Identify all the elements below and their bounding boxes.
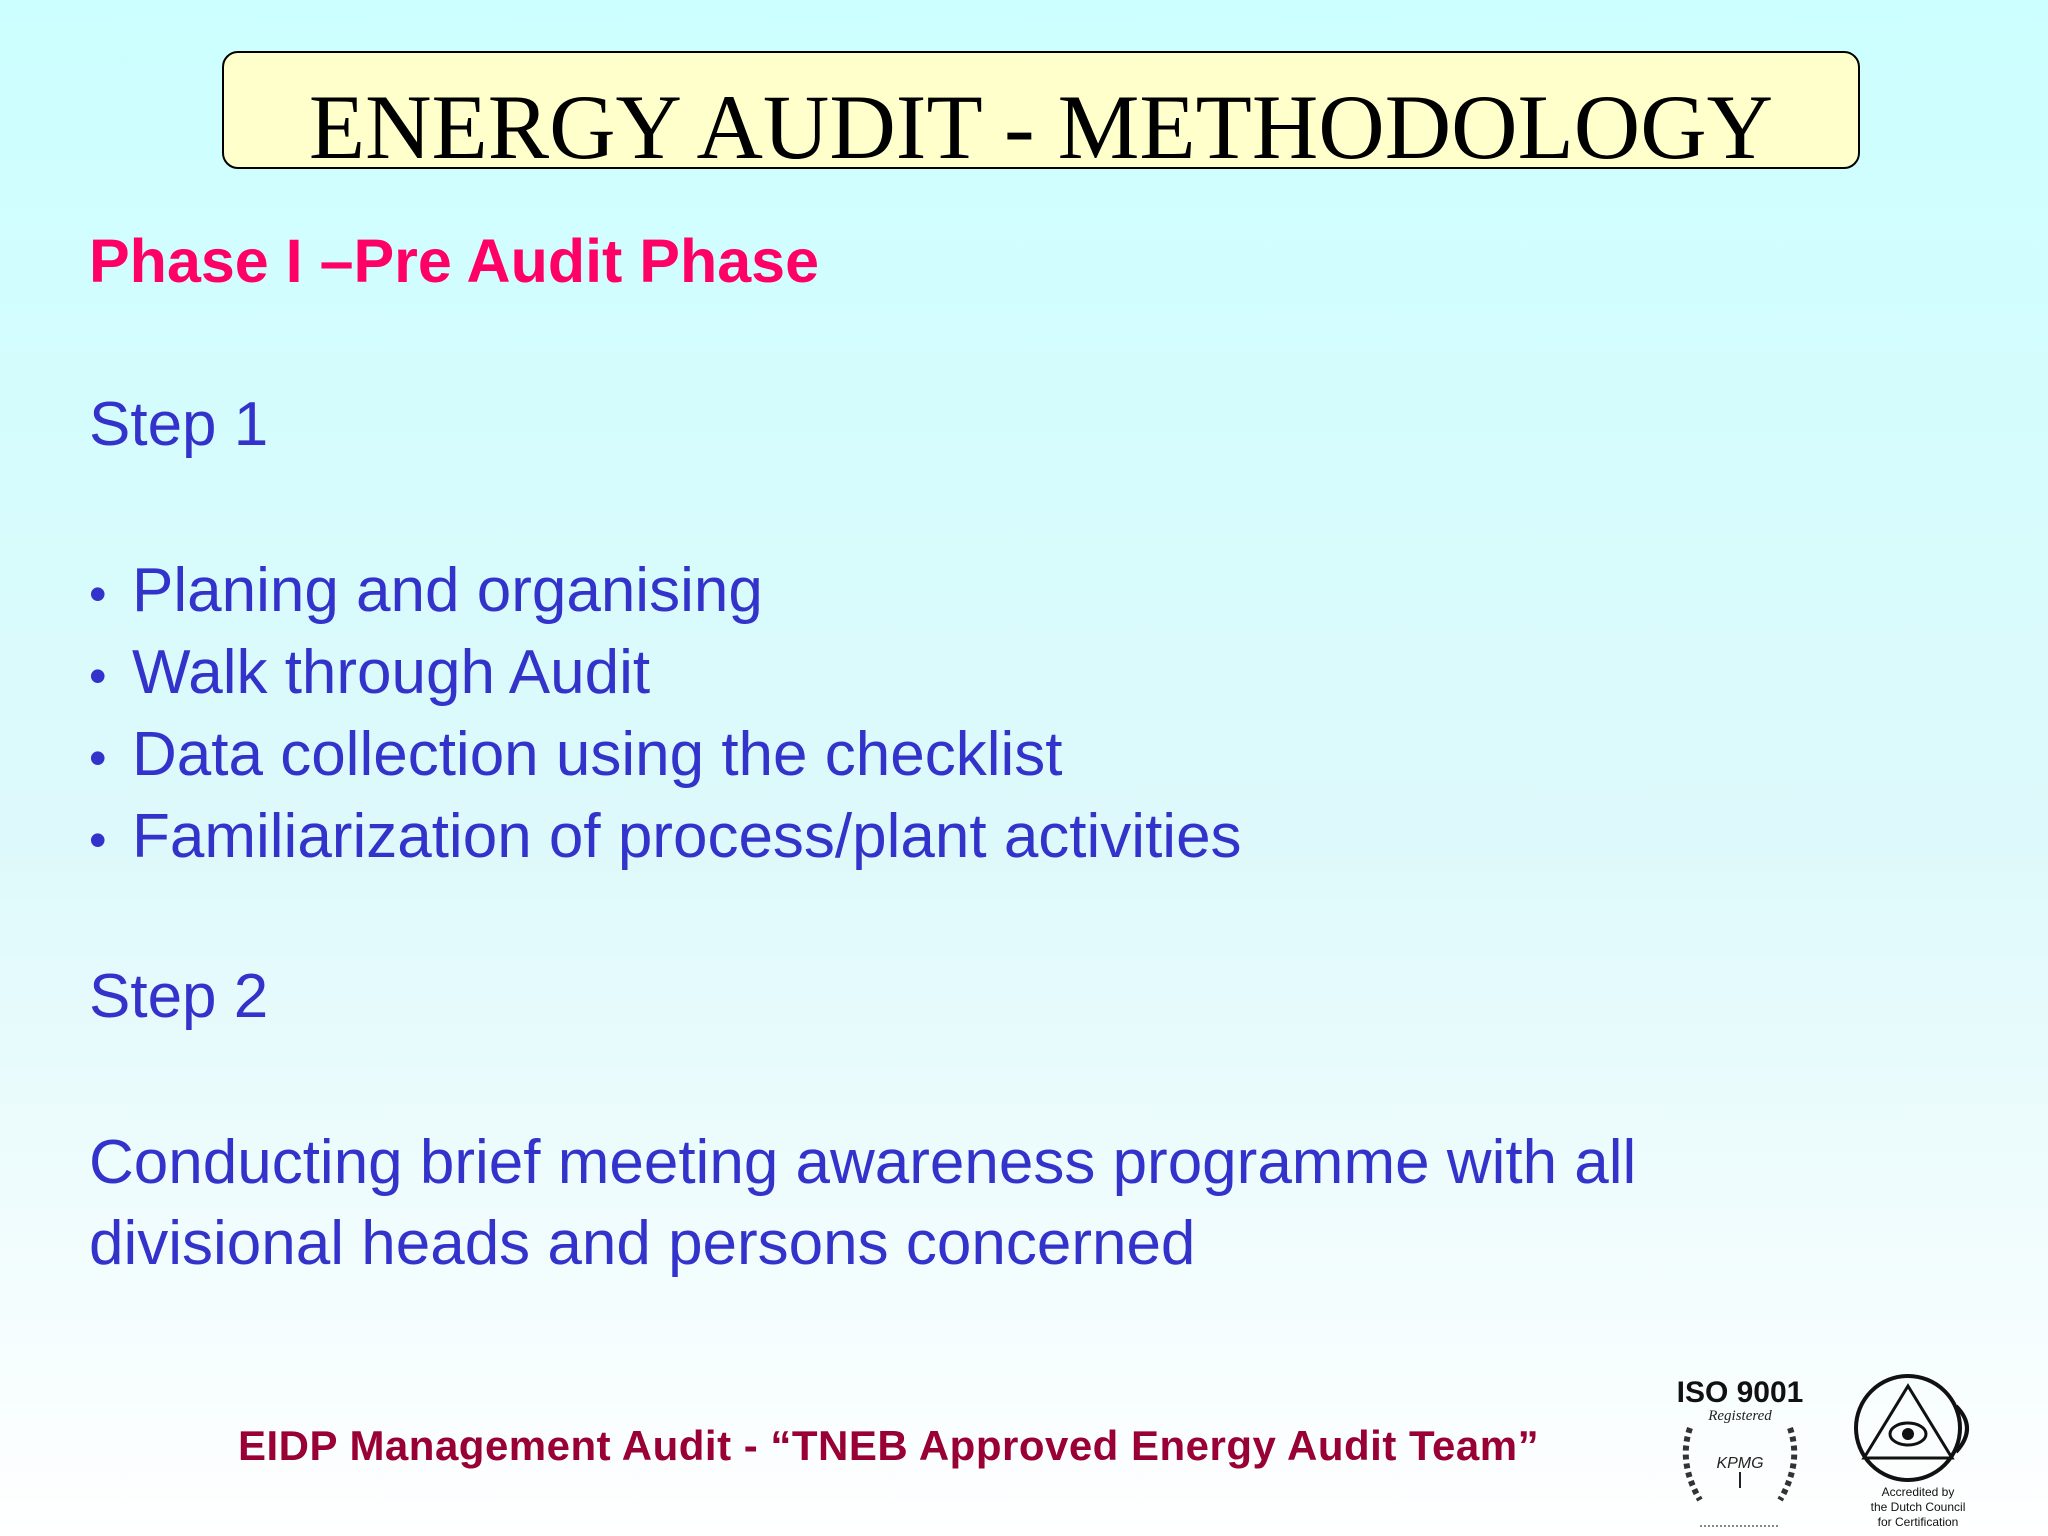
list-item — [89, 796, 1242, 878]
title-box — [222, 51, 1860, 178]
bullet-icon: • — [89, 730, 107, 786]
step2-text-line2: divisional heads and persons concerned — [89, 1209, 1196, 1278]
bullet-text: Planing and organising — [132, 556, 763, 625]
footer-text: EIDP Management Audit - “TNEB Approved Energy Audit Team” — [238, 1422, 1540, 1469]
list-item — [89, 632, 1242, 714]
dutch-logo-line1: Accredited by — [1881, 1485, 1955, 1499]
bullet-icon: • — [89, 812, 107, 868]
dutch-council-logo — [1838, 1368, 1998, 1534]
step2-label: Step 2 — [89, 962, 269, 1031]
iso-logo-subtitle: Registered — [1708, 1408, 1772, 1424]
step2-text-line1: Conducting brief meeting awareness programme with all — [89, 1128, 1637, 1197]
list-item — [89, 550, 1242, 632]
bullet-text: Walk through Audit — [132, 638, 651, 707]
bullet-text: Familiarization of process/plant activities — [132, 802, 1242, 871]
slide-title: ENERGY AUDIT - METHODOLOGY — [308, 76, 1774, 178]
dutch-logo-line3: for Certification — [1877, 1515, 1959, 1529]
bullet-text: Data collection using the checklist — [132, 720, 1063, 789]
dutch-logo-line2: the Dutch Council — [1870, 1500, 1966, 1514]
step1-label: Step 1 — [89, 390, 269, 459]
list-item — [89, 714, 1242, 796]
bullet-icon: • — [89, 566, 107, 622]
iso-logo-title: ISO 9001 — [1676, 1376, 1804, 1409]
iso-logo-kpmg: KPMG — [1716, 1455, 1764, 1472]
phase-heading: Phase I –Pre Audit Phase — [89, 227, 820, 295]
step1-bullet-list — [89, 550, 1242, 878]
bullet-icon: • — [89, 648, 107, 704]
iso-9001-logo — [1660, 1368, 1820, 1534]
